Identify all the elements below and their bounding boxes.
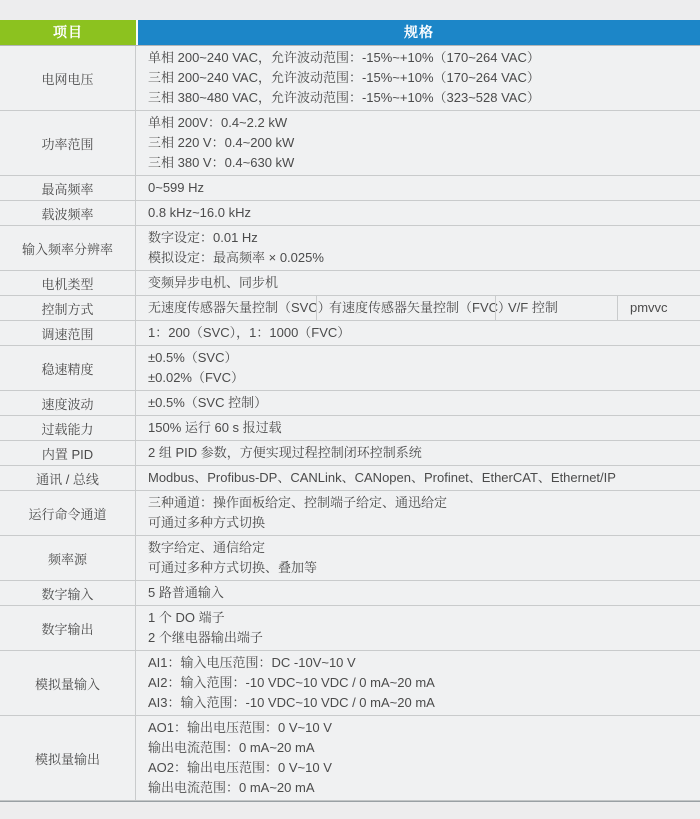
table-row <box>0 111 700 176</box>
table-row <box>0 226 700 271</box>
row-label: 模拟量输入 <box>0 651 136 715</box>
row-label: 运行命令通道 <box>0 491 136 535</box>
spec-line: 单相 200V：0.4~2.2 kW <box>148 115 288 130</box>
row-label: 模拟量输出 <box>0 716 136 800</box>
spec-line: ±0.02%（FVC） <box>148 370 244 385</box>
spec-line: AO2：输出电压范围：0 V~10 V <box>148 760 332 775</box>
spec-line: 0~599 Hz <box>148 180 205 195</box>
spec-line: 0.8 kHz~16.0 kHz <box>148 205 251 220</box>
row-label: 稳速精度 <box>0 346 136 390</box>
spec-cell <box>136 391 700 415</box>
spec-subcell: V/F 控制 <box>495 296 617 320</box>
spec-cell <box>136 441 700 465</box>
spec-line: 三相 220 V：0.4~200 kW <box>148 135 295 150</box>
row-label: 数字输出 <box>0 606 136 650</box>
spec-cell <box>136 321 700 345</box>
row-label: 电机类型 <box>0 271 136 295</box>
spec-line: 输出电流范围：0 mA~20 mA <box>148 740 315 755</box>
spec-cell <box>136 226 700 270</box>
header-item: 项目 <box>0 20 136 45</box>
spec-line: 单相 200~240 VAC，允许波动范围：-15%~+10%（170~264 VAC） <box>148 50 540 65</box>
table-row <box>0 321 700 346</box>
spec-cell <box>136 536 700 580</box>
table-row <box>0 346 700 391</box>
table-row <box>0 176 700 201</box>
spec-line: 三种通道：操作面板给定、控制端子给定、通迅给定 <box>148 495 448 510</box>
spec-table <box>0 20 700 802</box>
header-spec: 规格 <box>138 20 700 45</box>
spec-line: ±0.5%（SVC 控制） <box>148 395 268 410</box>
table-row <box>0 581 700 606</box>
spec-line: 可通过多种方式切换 <box>148 515 266 530</box>
spec-line: 可通过多种方式切换、叠加等 <box>148 560 318 575</box>
spec-cell <box>136 491 700 535</box>
spec-line: 1：200（SVC），1：1000（FVC） <box>148 325 351 340</box>
spec-line: ±0.5%（SVC） <box>148 350 238 365</box>
spec-line: 2 个继电器输出端子 <box>148 630 263 645</box>
row-label: 最高频率 <box>0 176 136 200</box>
spec-table-rows <box>0 46 700 801</box>
spec-subcell: 无速度传感器矢量控制（SVC） <box>148 300 331 315</box>
spec-line: 变频异步电机、同步机 <box>148 275 279 290</box>
table-row <box>0 441 700 466</box>
table-row <box>0 391 700 416</box>
spec-cell <box>136 581 700 605</box>
spec-line: 三相 200~240 VAC，允许波动范围：-15%~+10%（170~264 VAC） <box>148 70 540 85</box>
spec-line: 5 路普通输入 <box>148 585 224 600</box>
row-label: 调速范围 <box>0 321 136 345</box>
table-row <box>0 416 700 441</box>
row-label: 载波频率 <box>0 201 136 225</box>
table-row <box>0 201 700 226</box>
spec-cell <box>136 176 700 200</box>
spec-line: 2 组 PID 参数，方便实现过程控制闭环控制系统 <box>148 445 422 460</box>
table-row <box>0 491 700 536</box>
spec-cell <box>136 201 700 225</box>
table-row <box>0 271 700 296</box>
row-label: 通讯 / 总线 <box>0 466 136 490</box>
spec-cell-group <box>136 296 700 320</box>
spec-cell <box>136 111 700 175</box>
spec-line: 输出电流范围：0 mA~20 mA <box>148 780 315 795</box>
spec-line: 150% 运行 60 s 报过载 <box>148 420 282 435</box>
row-label: 速度波动 <box>0 391 136 415</box>
spec-cell <box>136 46 700 110</box>
spec-subcell: pmvvc <box>617 296 700 320</box>
spec-line: 模拟设定：最高频率 × 0.025% <box>148 250 324 265</box>
spec-subcell: 有速度传感器矢量控制（FVC） <box>316 296 495 320</box>
spec-line: 数字设定：0.01 Hz <box>148 230 258 245</box>
table-header <box>0 20 700 46</box>
spec-line: AI3：输入范围：-10 VDC~10 VDC / 0 mA~20 mA <box>148 695 435 710</box>
spec-cell <box>136 466 700 490</box>
table-row <box>0 651 700 716</box>
spec-line: 1 个 DO 端子 <box>148 610 225 625</box>
table-row <box>0 46 700 111</box>
spec-cell <box>136 606 700 650</box>
row-label: 过载能力 <box>0 416 136 440</box>
row-label: 频率源 <box>0 536 136 580</box>
spec-line: AI2：输入范围：-10 VDC~10 VDC / 0 mA~20 mA <box>148 675 435 690</box>
row-label: 内置 PID <box>0 441 136 465</box>
spec-cell <box>136 716 700 800</box>
table-row <box>0 716 700 801</box>
table-row <box>0 536 700 581</box>
spec-cell <box>136 346 700 390</box>
row-label: 电网电压 <box>0 46 136 110</box>
spec-line: AO1：输出电压范围：0 V~10 V <box>148 720 332 735</box>
spec-cell <box>136 651 700 715</box>
table-row <box>0 296 700 321</box>
row-label: 功率范围 <box>0 111 136 175</box>
spec-line: 数字给定、通信给定 <box>148 540 266 555</box>
row-label: 数字输入 <box>0 581 136 605</box>
spec-cell <box>136 416 700 440</box>
spec-cell <box>136 271 700 295</box>
spec-line: Modbus、Profibus-DP、CANLink、CANopen、Profinet、EtherCAT、Ethernet/IP <box>148 470 616 485</box>
row-label: 输入频率分辨率 <box>0 226 136 270</box>
spec-line: 三相 380~480 VAC，允许波动范围：-15%~+10%（323~528 VAC） <box>148 90 540 105</box>
table-row <box>0 606 700 651</box>
spec-line: AI1：输入电压范围：DC -10V~10 V <box>148 655 356 670</box>
row-label: 控制方式 <box>0 296 136 320</box>
table-row <box>0 466 700 491</box>
spec-line: 三相 380 V：0.4~630 kW <box>148 155 295 170</box>
